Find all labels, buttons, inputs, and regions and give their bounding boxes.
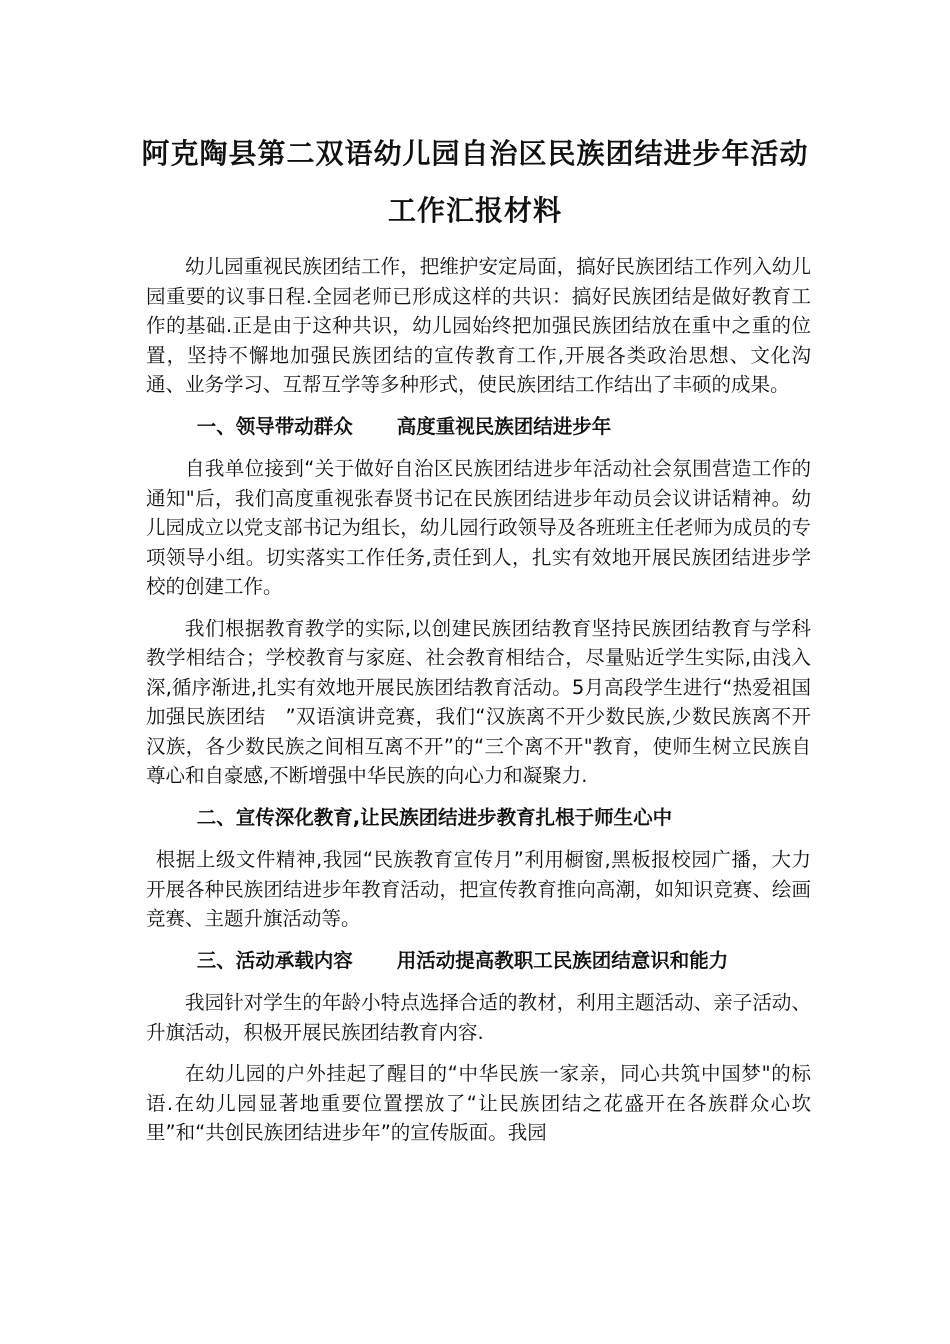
section1-heading-part1: 一、领导带动群众	[196, 414, 353, 438]
intro-paragraph: 幼儿园重视民族团结工作，把维护安定局面，搞好民族团结工作列入幼儿园重要的议事日程.全园老师已形成这样的共识：搞好民族团结是做好教育工作的基础.正是由于这种共识，幼儿园始终把加强民族团结放在重中之重的位置，坚持不懈地加强民族团结的宣传教育工作,开展各类政治思想、文化沟通、业务学习、互帮互学等多种形式，使民族团结工作结出了丰硕的成果。	[146, 255, 811, 396]
document-title-line1: 阿克陶县第二双语幼儿园自治区民族团结进步年活动	[141, 137, 809, 170]
section2-paragraph1: 根据上级文件精神,我园“民族教育宣传月”利用橱窗,黑板报校园广播，大力开展各种民族团结进步年教育活动，把宣传教育推向高潮，如知识竞赛、绘画竞赛、主题升旗活动等。	[146, 848, 811, 930]
document-body	[146, 252, 831, 1160]
section1-heading-part2: 高度重视民族团结进步年	[396, 414, 612, 438]
document-title-line2: 工作汇报材料	[387, 194, 562, 227]
section1-paragraph2: 我们根据教育教学的实际,以创建民族团结教育坚持民族团结教育与学科教学相结合；学校教育与家庭、社会教育相结合，尽量贴近学生实际,由浅入深,循序渐进,扎实有效地开展民族团结教育活动。5月高段学生进行“热爱祖国 加强民族团结 ”双语演讲竞赛，我们“汉族离不开少数民族,少数民族离不开汉族，各少数民族之间相互离不开”的“三个离不开"教育，使师生树立民族自尊心和自豪感,不断增强中华民族的向心力和凝聚力.	[146, 616, 831, 787]
section3-paragraph2: 在幼儿园的户外挂起了醒目的“中华民族一家亲，同心共筑中国梦"的标语.在幼儿园显著地重要位置摆放了“让民族团结之花盛开在各族群众心坎里”和“共创民族团结进步年”的宣传版面。我园	[146, 1062, 811, 1144]
section2-heading: 二、宣传深化教育,让民族团结进步教育扎根于师生心中	[196, 805, 673, 829]
section3-heading	[146, 946, 811, 976]
section1-heading	[146, 412, 811, 442]
section3-paragraph1: 我园针对学生的年龄小特点选择合适的教材，利用主题活动、亲子活动、升旗活动，积极开展民族团结教育内容.	[146, 991, 811, 1044]
section3-heading-part2: 用活动提高教职工民族团结意识和能力	[396, 948, 729, 972]
section3-heading-part1: 三、活动承载内容	[196, 948, 353, 972]
section1-paragraph1: 自我单位接到“关于做好自治区民族团结进步年活动社会氛围营造工作的通知"后，我们高度重视张春贤书记在民族团结进步年动员会议讲话精神。幼儿园成立以党支部书记为组长，幼儿园行政领导及各班班主任老师为成员的专项领导小组。切实落实工作任务,责任到人，扎实有效地开展民族团结进步学校的创建工作。	[146, 457, 811, 598]
